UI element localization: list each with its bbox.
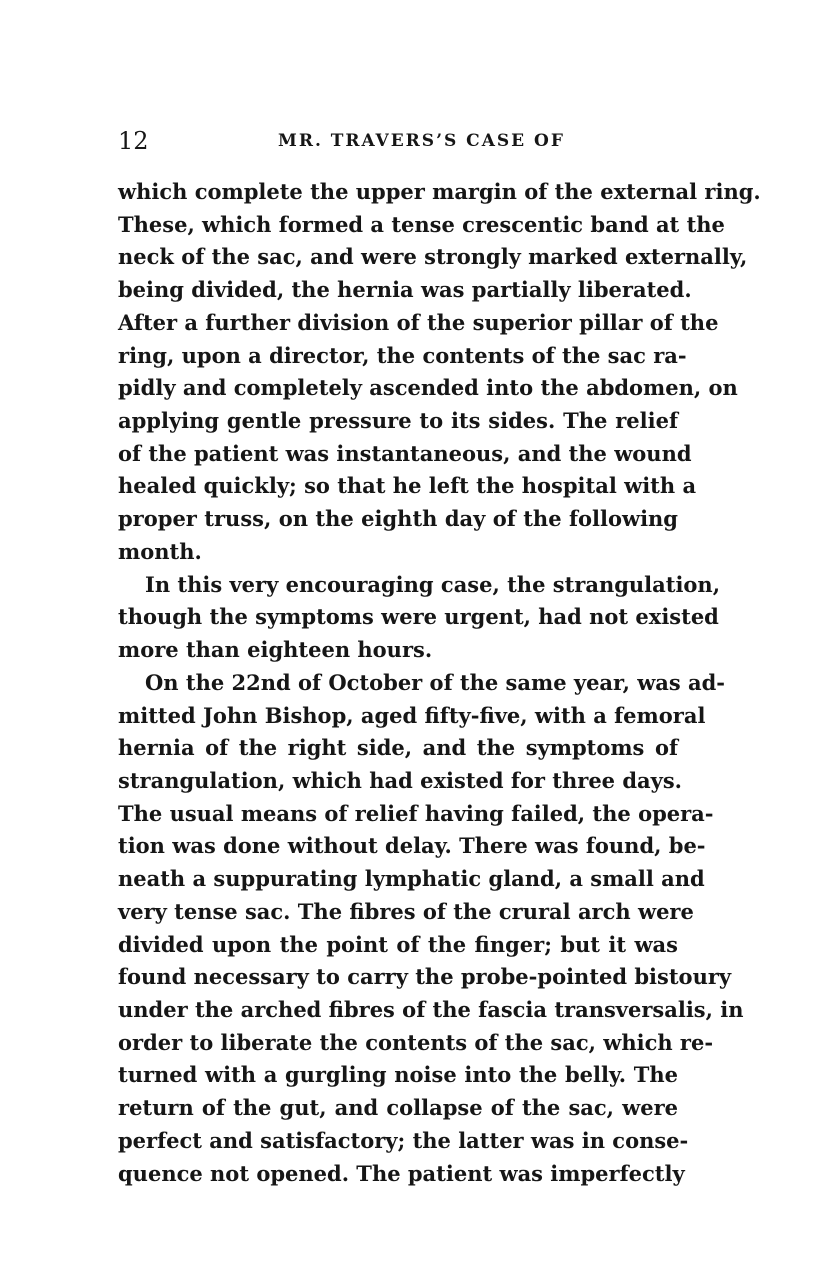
text-line: perfect and satisfactory; the latter was in conse- (118, 1127, 689, 1153)
text-line: neath a suppurating lymphatic gland, a small and (118, 866, 705, 892)
text-line: though the symptoms were urgent, had not existed (118, 604, 719, 630)
text-line: hernia of the right side, and the symptoms of (118, 735, 678, 761)
text-line: month. (118, 538, 202, 564)
text-line: of the patient was instantaneous, and the wound (118, 440, 692, 466)
body-text (118, 176, 761, 1190)
text-line: which complete the upper margin of the external ring. (118, 179, 761, 204)
text-line: strangulation, which had existed for three days. (118, 767, 682, 793)
text-line: On the 22nd of October of the same year, was ad- (145, 669, 726, 695)
page-header (118, 124, 678, 158)
text-line: more than eighteen hours. (118, 637, 433, 663)
text-line: found necessary to carry the probe-pointed bistoury (118, 964, 732, 990)
text-line: proper truss, on the eighth day of the following (118, 506, 678, 532)
text-line: turned with a gurgling noise into the belly. The (118, 1062, 678, 1088)
text-line: In this very encouraging case, the strangulation, (145, 571, 721, 597)
text-line: healed quickly; so that he left the hospital with a (118, 473, 697, 499)
text-line: After a further division of the superior pillar of the (118, 309, 719, 335)
text-line: mitted John Bishop, aged fifty-five, with a femoral (118, 702, 706, 728)
text-line: applying gentle pressure to its sides. The relief (118, 408, 678, 434)
text-line: The usual means of relief having failed, the opera- (118, 800, 714, 826)
page-number: 12 (118, 127, 149, 155)
text-line: neck of the sac, and were strongly marked externally, (118, 244, 748, 270)
text-line: These, which formed a tense crescentic band at the (118, 211, 725, 237)
text-line: quence not opened. The patient was imperfectly (118, 1160, 685, 1186)
text-line: being divided, the hernia was partially liberated. (118, 277, 692, 303)
text-line: under the arched fibres of the fascia transversalis, in (118, 996, 744, 1022)
text-line: ring, upon a director, the contents of the sac ra- (118, 342, 687, 368)
text-line: return of the gut, and collapse of the sac, were (118, 1095, 678, 1121)
text-line: pidly and completely ascended into the abdomen, on (118, 375, 738, 401)
text-line: order to liberate the contents of the sac, which re- (118, 1029, 714, 1055)
text-line: very tense sac. The fibres of the crural arch were (118, 898, 694, 924)
text-line: divided upon the point of the finger; but it was (118, 931, 678, 957)
text-line: tion was done without delay. There was found, be- (118, 833, 706, 859)
running-title: MR. TRAVERS’S CASE OF (278, 131, 565, 151)
